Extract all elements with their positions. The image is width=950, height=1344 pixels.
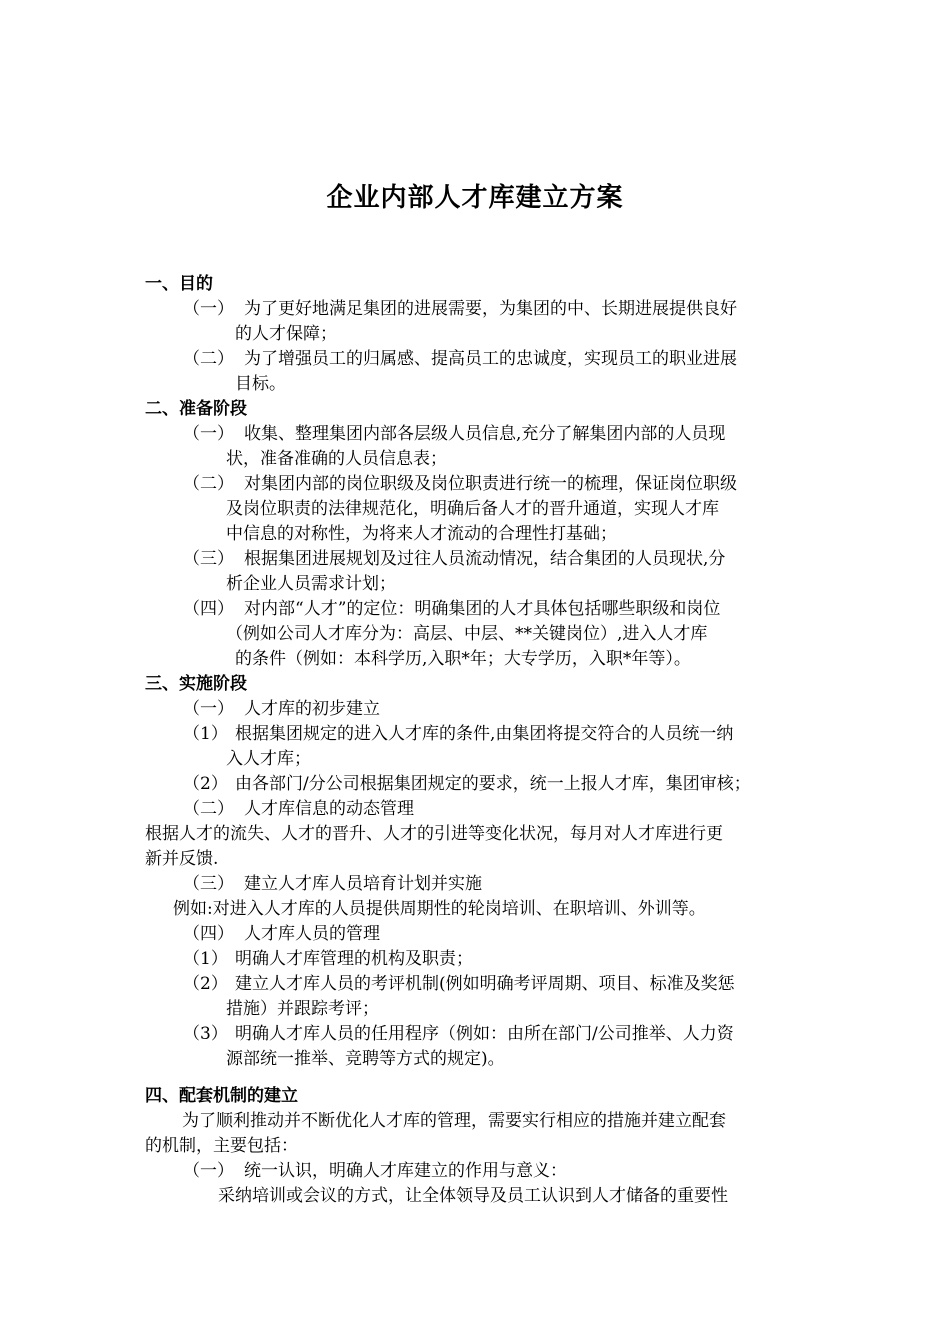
subheading: [145, 697, 810, 722]
item-text: 建立人才库人员的考评机制(例如明确考评周期、项目、标准及奖惩: [235, 974, 735, 994]
item-text: 统一认识，明确人才库建立的作用与意义：: [244, 1161, 567, 1181]
list-item-continuation: [145, 322, 810, 347]
paragraph-line: [145, 897, 810, 922]
paragraph-text: 新并反馈.: [145, 849, 219, 869]
item-label: （二）: [183, 474, 234, 494]
item-text: 人才库信息的动态管理: [244, 799, 414, 819]
list-item: [145, 947, 810, 972]
list-item-continuation: [145, 497, 810, 522]
list-item-continuation: [145, 747, 810, 772]
item-text: 建立人才库人员培育计划并实施: [244, 874, 482, 894]
subheading: [145, 1159, 810, 1184]
paragraph-line: [145, 1109, 810, 1134]
paragraph-text: 采纳培训或会议的方式，让全体领导及员工认识到人才储备的重要性: [218, 1186, 728, 1206]
item-text: 对集团内部的岗位职级及岗位职责进行统一的梳理，保证岗位职级: [244, 474, 737, 494]
item-label: （一）: [183, 299, 234, 319]
list-item: [145, 597, 810, 622]
paragraph-line: [145, 847, 810, 872]
list-item-continuation: [145, 572, 810, 597]
section-heading-purpose: 一、目的: [145, 274, 213, 294]
list-item-continuation: [145, 447, 810, 472]
item-text: 明确人才库人员的任用程序（例如：由所在部门/公司推举、人力资: [235, 1024, 734, 1044]
list-item: [145, 297, 810, 322]
paragraph-text: 例如:对进入人才库的人员提供周期性的轮岗培训、在职培训、外训等。: [173, 899, 706, 919]
list-item: [145, 347, 810, 372]
item-label: （3）: [183, 1024, 228, 1044]
item-text: 为了增强员工的归属感、提高员工的忠诚度，实现员工的职业进展: [244, 349, 737, 369]
list-item-continuation: [145, 1047, 810, 1072]
item-text: 中信息的对称性，为将来人才流动的合理性打基础；: [226, 524, 617, 544]
subheading: [145, 922, 810, 947]
list-item-continuation: [145, 622, 810, 647]
item-text: 的人才保障；: [235, 324, 337, 344]
spacer: [145, 1072, 810, 1084]
item-text: 根据集团进展规划及过往人员流动情况，结合集团的人员现状,分: [244, 549, 726, 569]
item-label: （三）: [183, 874, 234, 894]
section-heading-supporting-mechanisms: 四、配套机制的建立: [145, 1086, 298, 1106]
item-text: （例如公司人才库分为：高层、中层、**关键岗位）,进入人才库: [226, 624, 708, 644]
item-label: （二）: [183, 799, 234, 819]
item-text: 明确人才库管理的机构及职责；: [235, 949, 473, 969]
list-item: [145, 422, 810, 447]
section-heading-implementation: 三、实施阶段: [145, 674, 247, 694]
list-item: [145, 1022, 810, 1047]
paragraph-text: 根据人才的流失、人才的晋升、人才的引进等变化状况，每月对人才库进行更: [145, 824, 723, 844]
item-text: 及岗位职责的法律规范化，明确后备人才的晋升通道，实现人才库: [226, 499, 719, 519]
item-text: 入人才库；: [226, 749, 311, 769]
subheading: [145, 797, 810, 822]
item-label: （1）: [183, 724, 228, 744]
item-label: （二）: [183, 349, 234, 369]
paragraph-text: 的机制，主要包括：: [145, 1136, 298, 1156]
item-text: 人才库的初步建立: [244, 699, 380, 719]
item-label: （一）: [183, 699, 234, 719]
item-text: 析企业人员需求计划；: [226, 574, 396, 594]
paragraph-text: 为了顺利推动并不断优化人才库的管理，需要实行相应的措施并建立配套: [182, 1111, 726, 1131]
section-heading-preparation: 二、准备阶段: [145, 399, 247, 419]
subheading: [145, 872, 810, 897]
list-item: [145, 472, 810, 497]
list-item: [145, 722, 810, 747]
item-label: （2）: [183, 774, 228, 794]
item-label: （一）: [183, 424, 234, 444]
item-label: （一）: [183, 1161, 234, 1181]
paragraph-line: [145, 1184, 810, 1209]
list-item-continuation: [145, 997, 810, 1022]
document-title: 企业内部人才库建立方案: [326, 183, 624, 213]
paragraph-line: [145, 1134, 810, 1159]
list-item: [145, 972, 810, 997]
document-body: [145, 272, 810, 1209]
item-text: 根据集团规定的进入人才库的条件,由集团将提交符合的人员统一纳: [235, 724, 734, 744]
item-text: 源部统一推举、竞聘等方式的规定)。: [226, 1049, 505, 1069]
item-label: （四）: [183, 599, 234, 619]
item-text: 措施）并跟踪考评；: [226, 999, 379, 1019]
list-item: [145, 772, 810, 797]
item-text: 由各部门/分公司根据集团规定的要求，统一上报人才库，集团审核；: [235, 774, 751, 794]
paragraph-line: [145, 822, 810, 847]
item-text: 的条件（例如：本科学历,入职*年；大专学历，入职*年等）。: [235, 649, 691, 669]
list-item: [145, 547, 810, 572]
item-label: （1）: [183, 949, 228, 969]
list-item-continuation: [145, 522, 810, 547]
item-label: （四）: [183, 924, 234, 944]
item-label: （2）: [183, 974, 228, 994]
item-text: 人才库人员的管理: [244, 924, 380, 944]
item-text: 收集、整理集团内部各层级人员信息,充分了解集团内部的人员现: [244, 424, 726, 444]
item-label: （三）: [183, 549, 234, 569]
item-text: 对内部“人才”的定位：明确集团的人才具体包括哪些职级和岗位: [244, 599, 721, 619]
list-item-continuation: [145, 647, 810, 672]
item-text: 状，准备准确的人员信息表；: [226, 449, 447, 469]
item-text: 目标。: [235, 374, 286, 394]
list-item-continuation: [145, 372, 810, 397]
item-text: 为了更好地满足集团的进展需要，为集团的中、长期进展提供良好: [244, 299, 737, 319]
